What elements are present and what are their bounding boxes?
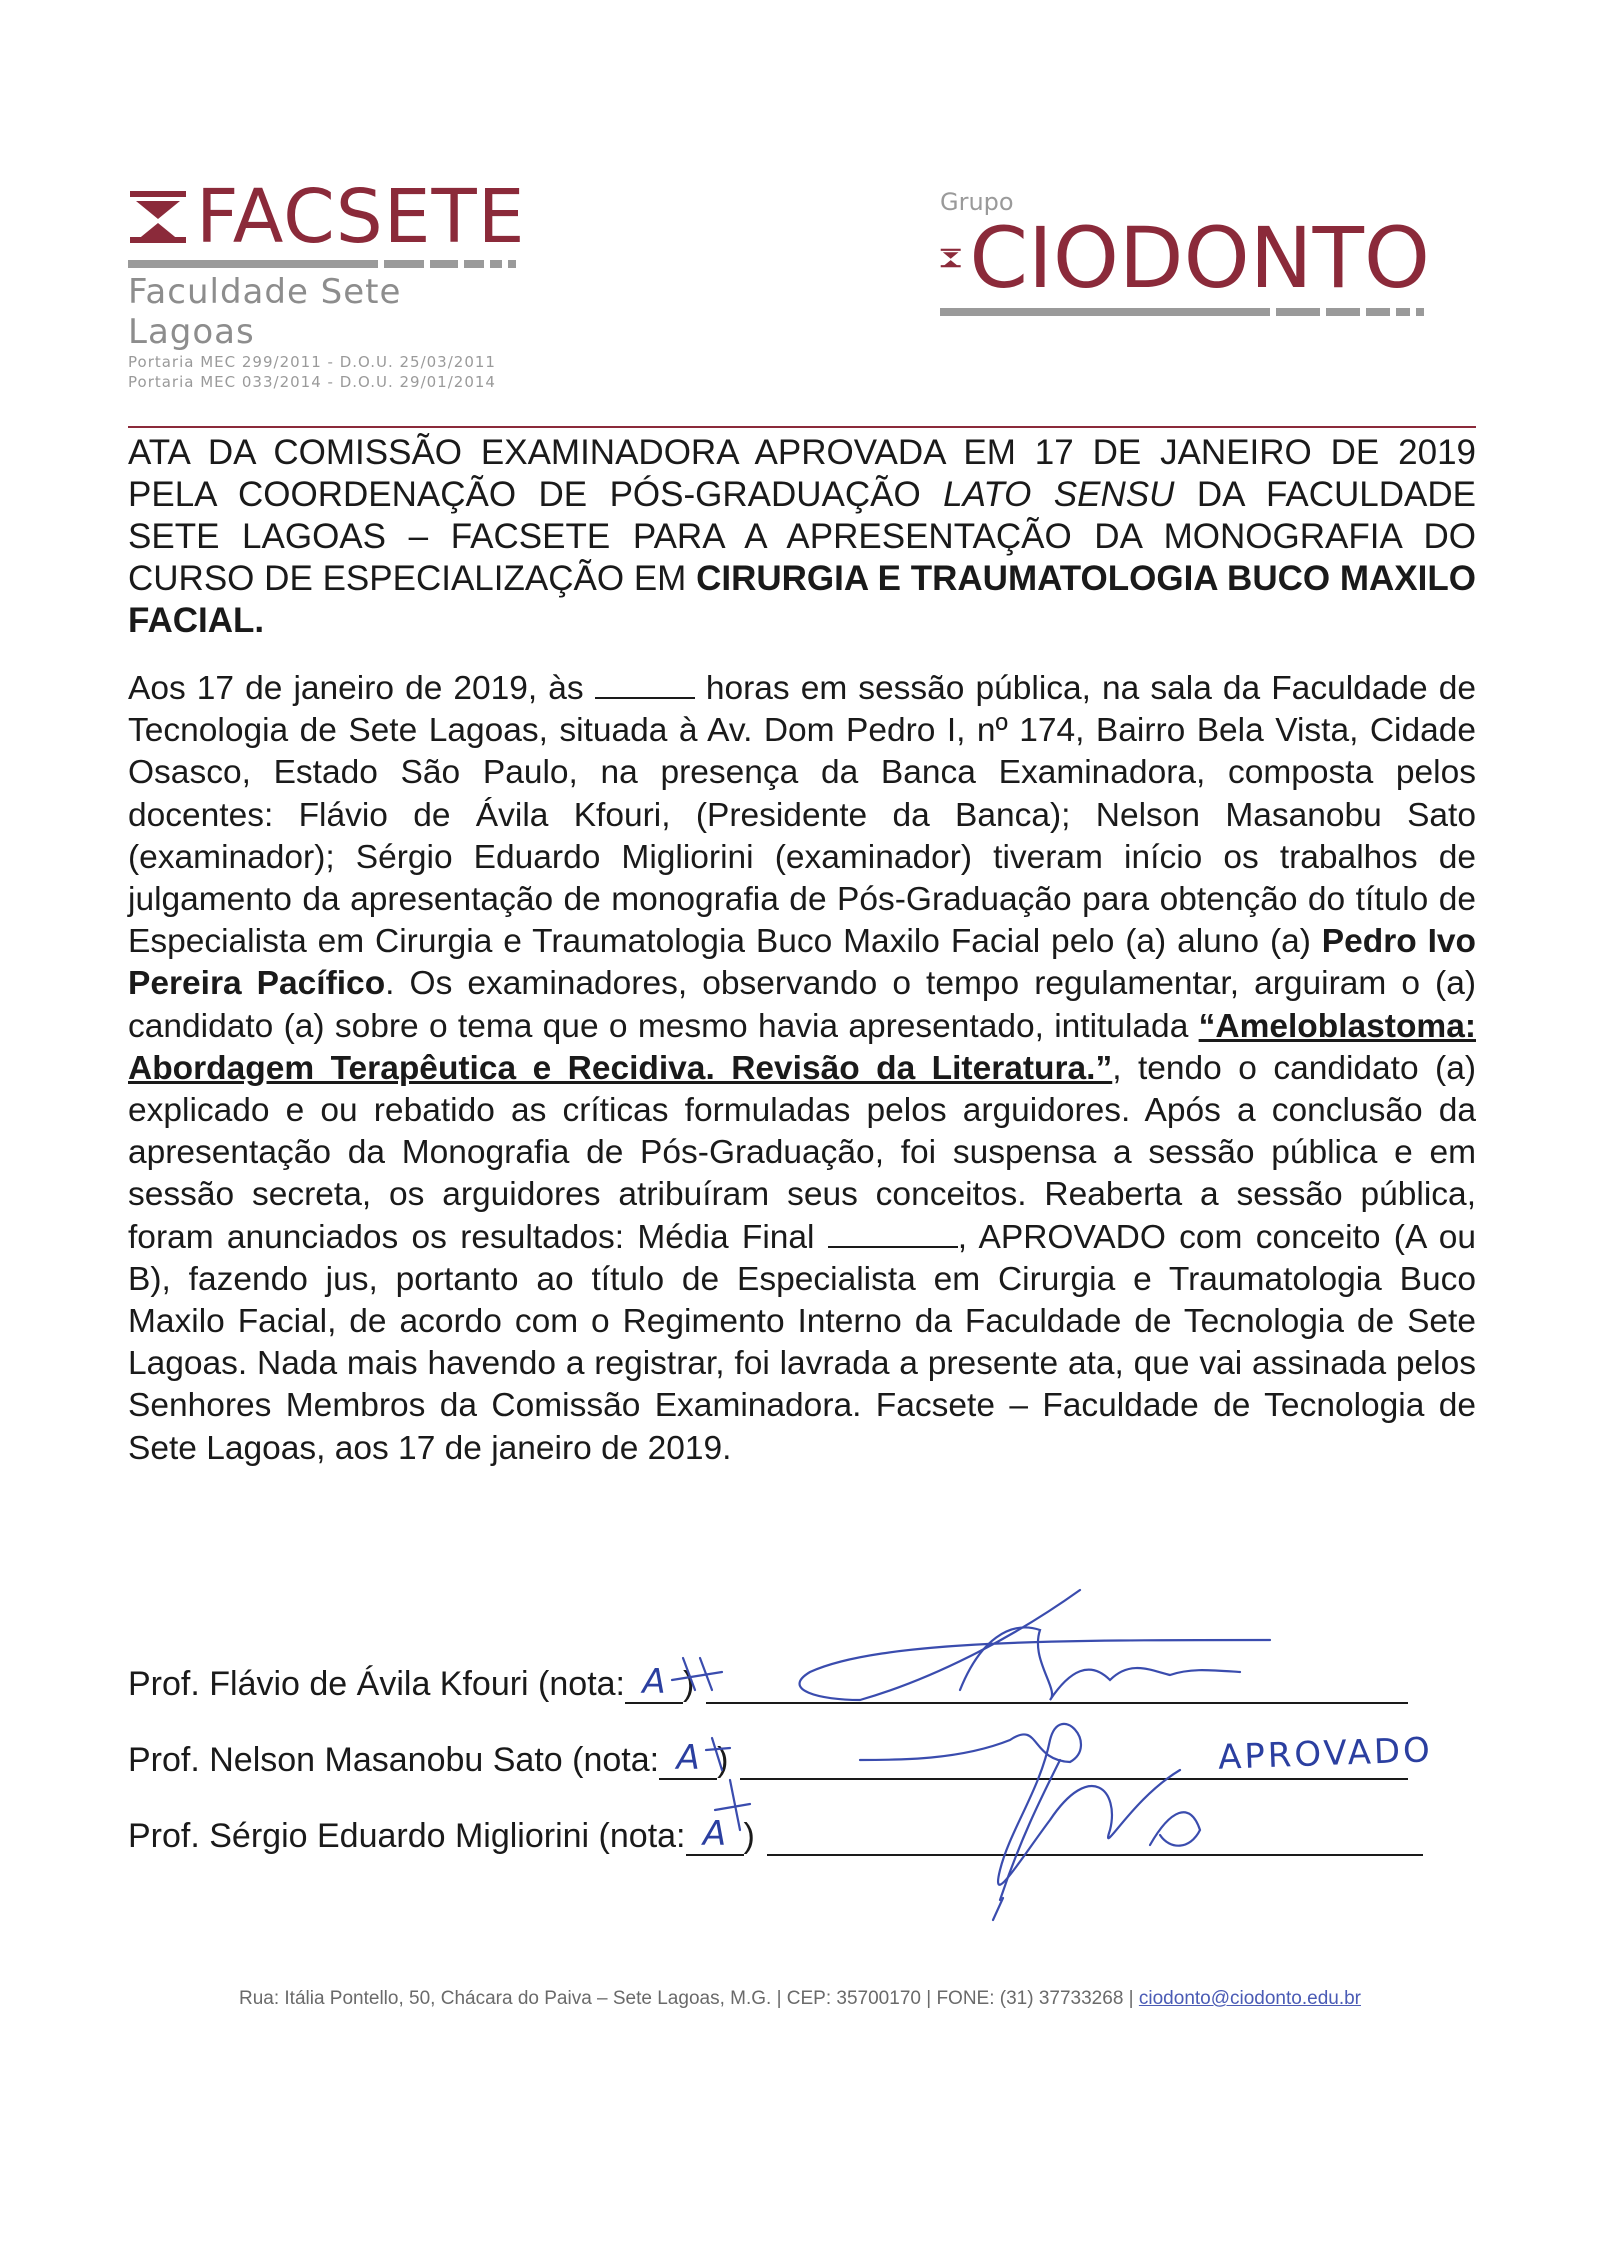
institution-emblem-icon — [128, 189, 188, 245]
facsete-logo — [128, 174, 528, 392]
signer-suffix: ) — [743, 1817, 755, 1855]
body-part-5: , APROVADO com conceito (A ou B), fazendo jus, portanto ao título de Especialista em Cirurgia e Traumatologia Buco Maxilo Facial, de acordo com o Regimento Interno da Faculdade de Tecnologia de Sete Lagoas. Nada mais havendo a registrar, foi lavrada a presente ata, que vai assinada pelos Senhores Membros da Comissão Examinadora. Facsete – Faculdade de Tecnologia de Sete Lagoas, aos 17 de janeiro de 2019. — [128, 1218, 1476, 1467]
title-bold: CIRURGIA E TRAUMATOLOGIA BUCO MAXILO FACIAL. — [128, 559, 1476, 640]
document-body — [128, 668, 1476, 1470]
ciodonto-logo — [940, 188, 1430, 316]
footer — [0, 1988, 1600, 2010]
group-label: Grupo — [940, 188, 1014, 216]
ciodonto-brand-name: CIODONTO — [969, 209, 1430, 307]
hours-blank — [595, 669, 695, 699]
body-part-3: . Os examinadores, observando o tempo regulamentar, arguiram o (a) candidato (a) sobre o tema que o mesmo havia apresentado, intitulada — [128, 965, 1476, 1045]
grade-value: A — [659, 1738, 717, 1780]
grade-value: A — [686, 1814, 744, 1856]
body-part-4: , tendo o candidato (a) explicado e ou rebatido as críticas formuladas pelos arguidores. Após a conclusão da apresentação da Monografia de Pós-Graduação, foi suspensa a sessão pública e em sessão secreta, os arguidores atribuíram seus conceitos. Reaberta a sessão pública, foram anunciados os resultados: Média Final — [128, 1049, 1477, 1256]
institution-emblem-icon — [940, 228, 961, 288]
signer-suffix: ) — [717, 1741, 729, 1779]
signer-suffix: ) — [683, 1665, 695, 1703]
grade-value: A — [625, 1662, 683, 1704]
facsete-subtitle: Faculdade Sete Lagoas — [128, 272, 402, 352]
student-name: Pedro Ivo Pereira Pacífico — [128, 923, 1477, 1003]
approved-annotation: APROVADO — [1217, 1730, 1434, 1778]
facsete-portaria-2: Portaria MEC 033/2014 - D.O.U. 29/01/2014 — [128, 373, 496, 391]
title-part-2: DA FACULDADE SETE LAGOAS – FACSETE PARA A APRESENTAÇÃO DA MONOGRAFIA DO CURSO DE ESPECIALIZAÇÃO EM — [128, 475, 1476, 598]
thesis-title: “Ameloblastoma: Abordagem Terapêutica e Recidiva. Revisão da Literatura.” — [128, 1007, 1476, 1087]
title-part-1: ATA DA COMISSÃO EXAMINADORA APROVADA EM 17 DE JANEIRO DE 2019 PELA COORDENAÇÃO DE PÓS-GRADUAÇÃO — [128, 433, 1476, 514]
signature-line — [706, 1672, 1408, 1704]
body-part-1: Aos 17 de janeiro de 2019, às — [128, 670, 595, 707]
body-part-2: horas em sessão pública, na sala da Faculdade de Tecnologia de Sete Lagoas, situada à Av. Dom Pedro I, nº 174, Bairro Bela Vista, Cidade Osasco, Estado São Paulo, na presença da Banca Examinadora, composta pelos docentes: Flávio de Ávila Kfouri, (Presidente da Banca); Nelson Masanobu Sato (examinador); Sérgio Eduardo Migliorini (examinador) tiveram início os trabalhos de julgamento da apresentação de monografia de Pós-Graduação para obtenção do título de Especialista em Cirurgia e Traumatologia Buco Maxilo Facial pelo (a) aluno (a) — [128, 670, 1476, 961]
signature-stroke-6 — [993, 1898, 1003, 1920]
signer-label: Prof. Flávio de Ávila Kfouri (nota: — [128, 1665, 626, 1703]
facsete-portaria-1: Portaria MEC 299/2011 - D.O.U. 25/03/2011 — [128, 353, 496, 371]
document-title — [128, 432, 1476, 642]
final-average-blank — [828, 1218, 958, 1248]
signer-label: Prof. Nelson Masanobu Sato (nota: — [128, 1741, 660, 1779]
signature-line — [767, 1824, 1423, 1856]
signature-row-1 — [128, 1662, 1408, 1704]
logo-rule — [128, 260, 528, 268]
title-italic: LATO SENSU — [943, 475, 1175, 514]
logo-rule — [940, 308, 1430, 316]
signer-label: Prof. Sérgio Eduardo Migliorini (nota: — [128, 1817, 686, 1855]
signature-row-3 — [128, 1814, 1423, 1856]
footer-address: Rua: Itália Pontello, 50, Chácara do Paiva – Sete Lagoas, M.G. | CEP: 35700170 | FONE: (31) 37733268 | — [238, 1988, 1139, 2009]
header-divider — [128, 426, 1476, 428]
facsete-brand-name: FACSETE — [196, 174, 526, 260]
footer-email-link[interactable]: ciodonto@ciodonto.edu.br — [1138, 1988, 1361, 2009]
signature-row-2 — [128, 1738, 1408, 1780]
